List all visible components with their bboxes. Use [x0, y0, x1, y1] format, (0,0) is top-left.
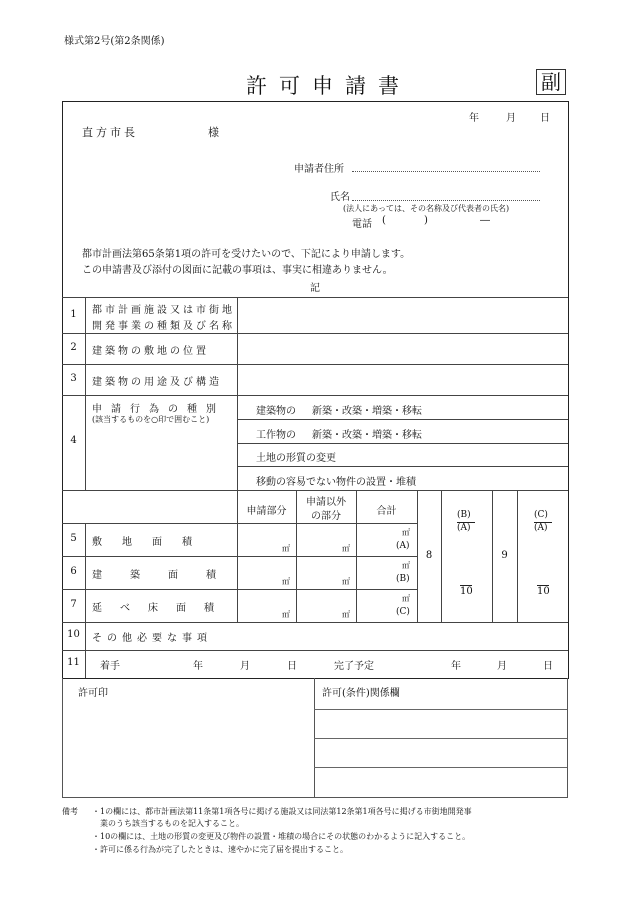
row-7-number: 7: [70, 599, 77, 610]
area-head-other-1: 申請以外: [306, 497, 346, 508]
row-10-number: 10: [67, 629, 80, 640]
row-6-unit-1: ㎡: [282, 577, 290, 586]
permit-stamp-label: 許可印: [78, 688, 108, 699]
area-head-applied: 申請部分: [246, 506, 287, 517]
row-7-unit-3: ㎡: [402, 594, 410, 603]
date-year-label: 年: [469, 113, 479, 124]
row-1-number: 1: [70, 309, 77, 320]
row-9-number: 9: [501, 550, 508, 561]
row-7-label: 延べ床面積: [92, 603, 232, 614]
option-building-items[interactable]: 新築・改築・増築・移転: [312, 406, 422, 417]
row-8-numerator: (B): [457, 510, 471, 520]
row-9-numerator: (C): [534, 510, 548, 520]
row-6-unit-2: ㎡: [342, 577, 350, 586]
start-month-label: 月: [240, 661, 250, 672]
option-structure-head: 工作物の: [256, 430, 296, 441]
row-1-label-line-1: 都市計画施設又は市街地: [92, 305, 235, 316]
row-1-label-line-2: 開発事業の種類及び名称: [92, 321, 235, 332]
statement-line-2: この申請書及び添付の図面に記載の事項は、事実に相違ありません。: [82, 265, 393, 276]
date-month-label: 月: [506, 113, 516, 124]
option-building-head: 建築物の: [256, 406, 296, 417]
row-11-number: 11: [67, 657, 80, 668]
ki-mark: 記: [310, 283, 320, 294]
row-8-ratio: 10: [460, 586, 473, 597]
notes-head: 備考: [62, 807, 78, 816]
row-6-unit-3: ㎡: [402, 561, 410, 570]
corporate-note: (法人にあっては、その名称及び代表者の氏名): [343, 204, 510, 213]
phone-label: 電話: [352, 219, 372, 230]
start-day-label: 日: [287, 661, 297, 672]
addressee-name: 直方市長: [82, 126, 138, 139]
option-object-placement[interactable]: 移動の容易でない物件の設置・堆積: [256, 477, 416, 488]
row-3-number: 3: [70, 373, 77, 384]
addressee-honorific: 様: [208, 126, 219, 139]
address-label: 申請者住所: [294, 164, 344, 175]
row-5-number: 5: [70, 533, 77, 544]
row-8-number: 8: [425, 550, 433, 561]
note-3: ・許可に係る行為が完了したときは、速やかに完了届を提出すること。: [92, 845, 348, 854]
date-day-label: 日: [540, 113, 550, 124]
row-7-unit-1: ㎡: [282, 610, 290, 619]
row-2-label: 建築物の敷地の位置: [92, 346, 209, 357]
row-5-label: 敷地面積: [92, 537, 212, 548]
row-3-label: 建築物の用途及び構造: [92, 377, 222, 388]
end-year-label: 年: [451, 661, 461, 672]
start-year-label: 年: [193, 661, 203, 672]
row-10-input[interactable]: [238, 623, 566, 649]
row-2-number: 2: [70, 342, 77, 353]
row-4-label: 申請行為の種別: [92, 404, 225, 415]
name-field[interactable]: [352, 200, 540, 201]
row-6-number: 6: [70, 566, 77, 577]
row-4-number: 4: [70, 435, 77, 446]
phone-open: (: [382, 215, 386, 226]
area-head-total: 合計: [376, 506, 397, 517]
address-field[interactable]: [352, 171, 540, 172]
row-5-unit-2: ㎡: [342, 544, 350, 553]
row-6-total-tag: (B): [396, 574, 410, 584]
phone-close: ): [424, 215, 428, 226]
row-1-input[interactable]: [238, 298, 566, 332]
row-5-total-tag: (A): [396, 541, 410, 551]
copy-mark: 副: [536, 69, 566, 95]
end-month-label: 月: [497, 661, 507, 672]
row-5-unit-3: ㎡: [402, 528, 410, 537]
row-2-input[interactable]: [238, 334, 566, 363]
permit-conditions-label: 許可(条件)関係欄: [322, 688, 400, 699]
note-1a: ・1の欄には、都市計画法第11条第1項各号に掲げる施設又は同法第12条第1項各号に掲げる市街地開発事: [92, 807, 472, 816]
row-8-denominator: (A): [457, 523, 471, 533]
completion-label: 完了予定: [334, 661, 374, 672]
row-7-total-tag: (C): [396, 607, 410, 617]
row-9-ratio: 10: [537, 586, 550, 597]
name-label: 氏名: [330, 192, 350, 203]
note-2: ・10の欄には、土地の形質の変更及び物件の設置・堆積の場合にその状態のわかるように記入すること。: [92, 832, 471, 841]
end-day-label: 日: [543, 661, 553, 672]
statement-line-1: 都市計画法第65条第1項の許可を受けたいので、下記により申請します。: [82, 249, 411, 260]
row-10-label: その他必要な事項: [92, 633, 212, 644]
area-head-other-2: の部分: [311, 511, 341, 522]
option-structure-items[interactable]: 新築・改築・増築・移転: [312, 430, 422, 441]
row-6-label: 建築面積: [92, 570, 244, 581]
page-title: 許可申請書: [246, 74, 411, 98]
row-7-unit-2: ㎡: [342, 610, 350, 619]
option-land-change[interactable]: 土地の形質の変更: [256, 453, 336, 464]
row-5-unit-1: ㎡: [282, 544, 290, 553]
note-1b: 業のうち該当するものを記入すること。: [100, 819, 244, 828]
start-label: 着手: [100, 661, 120, 672]
row-3-input[interactable]: [238, 365, 566, 394]
phone-dash: ―: [480, 215, 490, 226]
form-number: 様式第2号(第2条関係): [64, 36, 165, 47]
row-9-denominator: (A): [534, 523, 548, 533]
row-4-note: (該当するものを○印で囲むこと): [92, 415, 210, 424]
